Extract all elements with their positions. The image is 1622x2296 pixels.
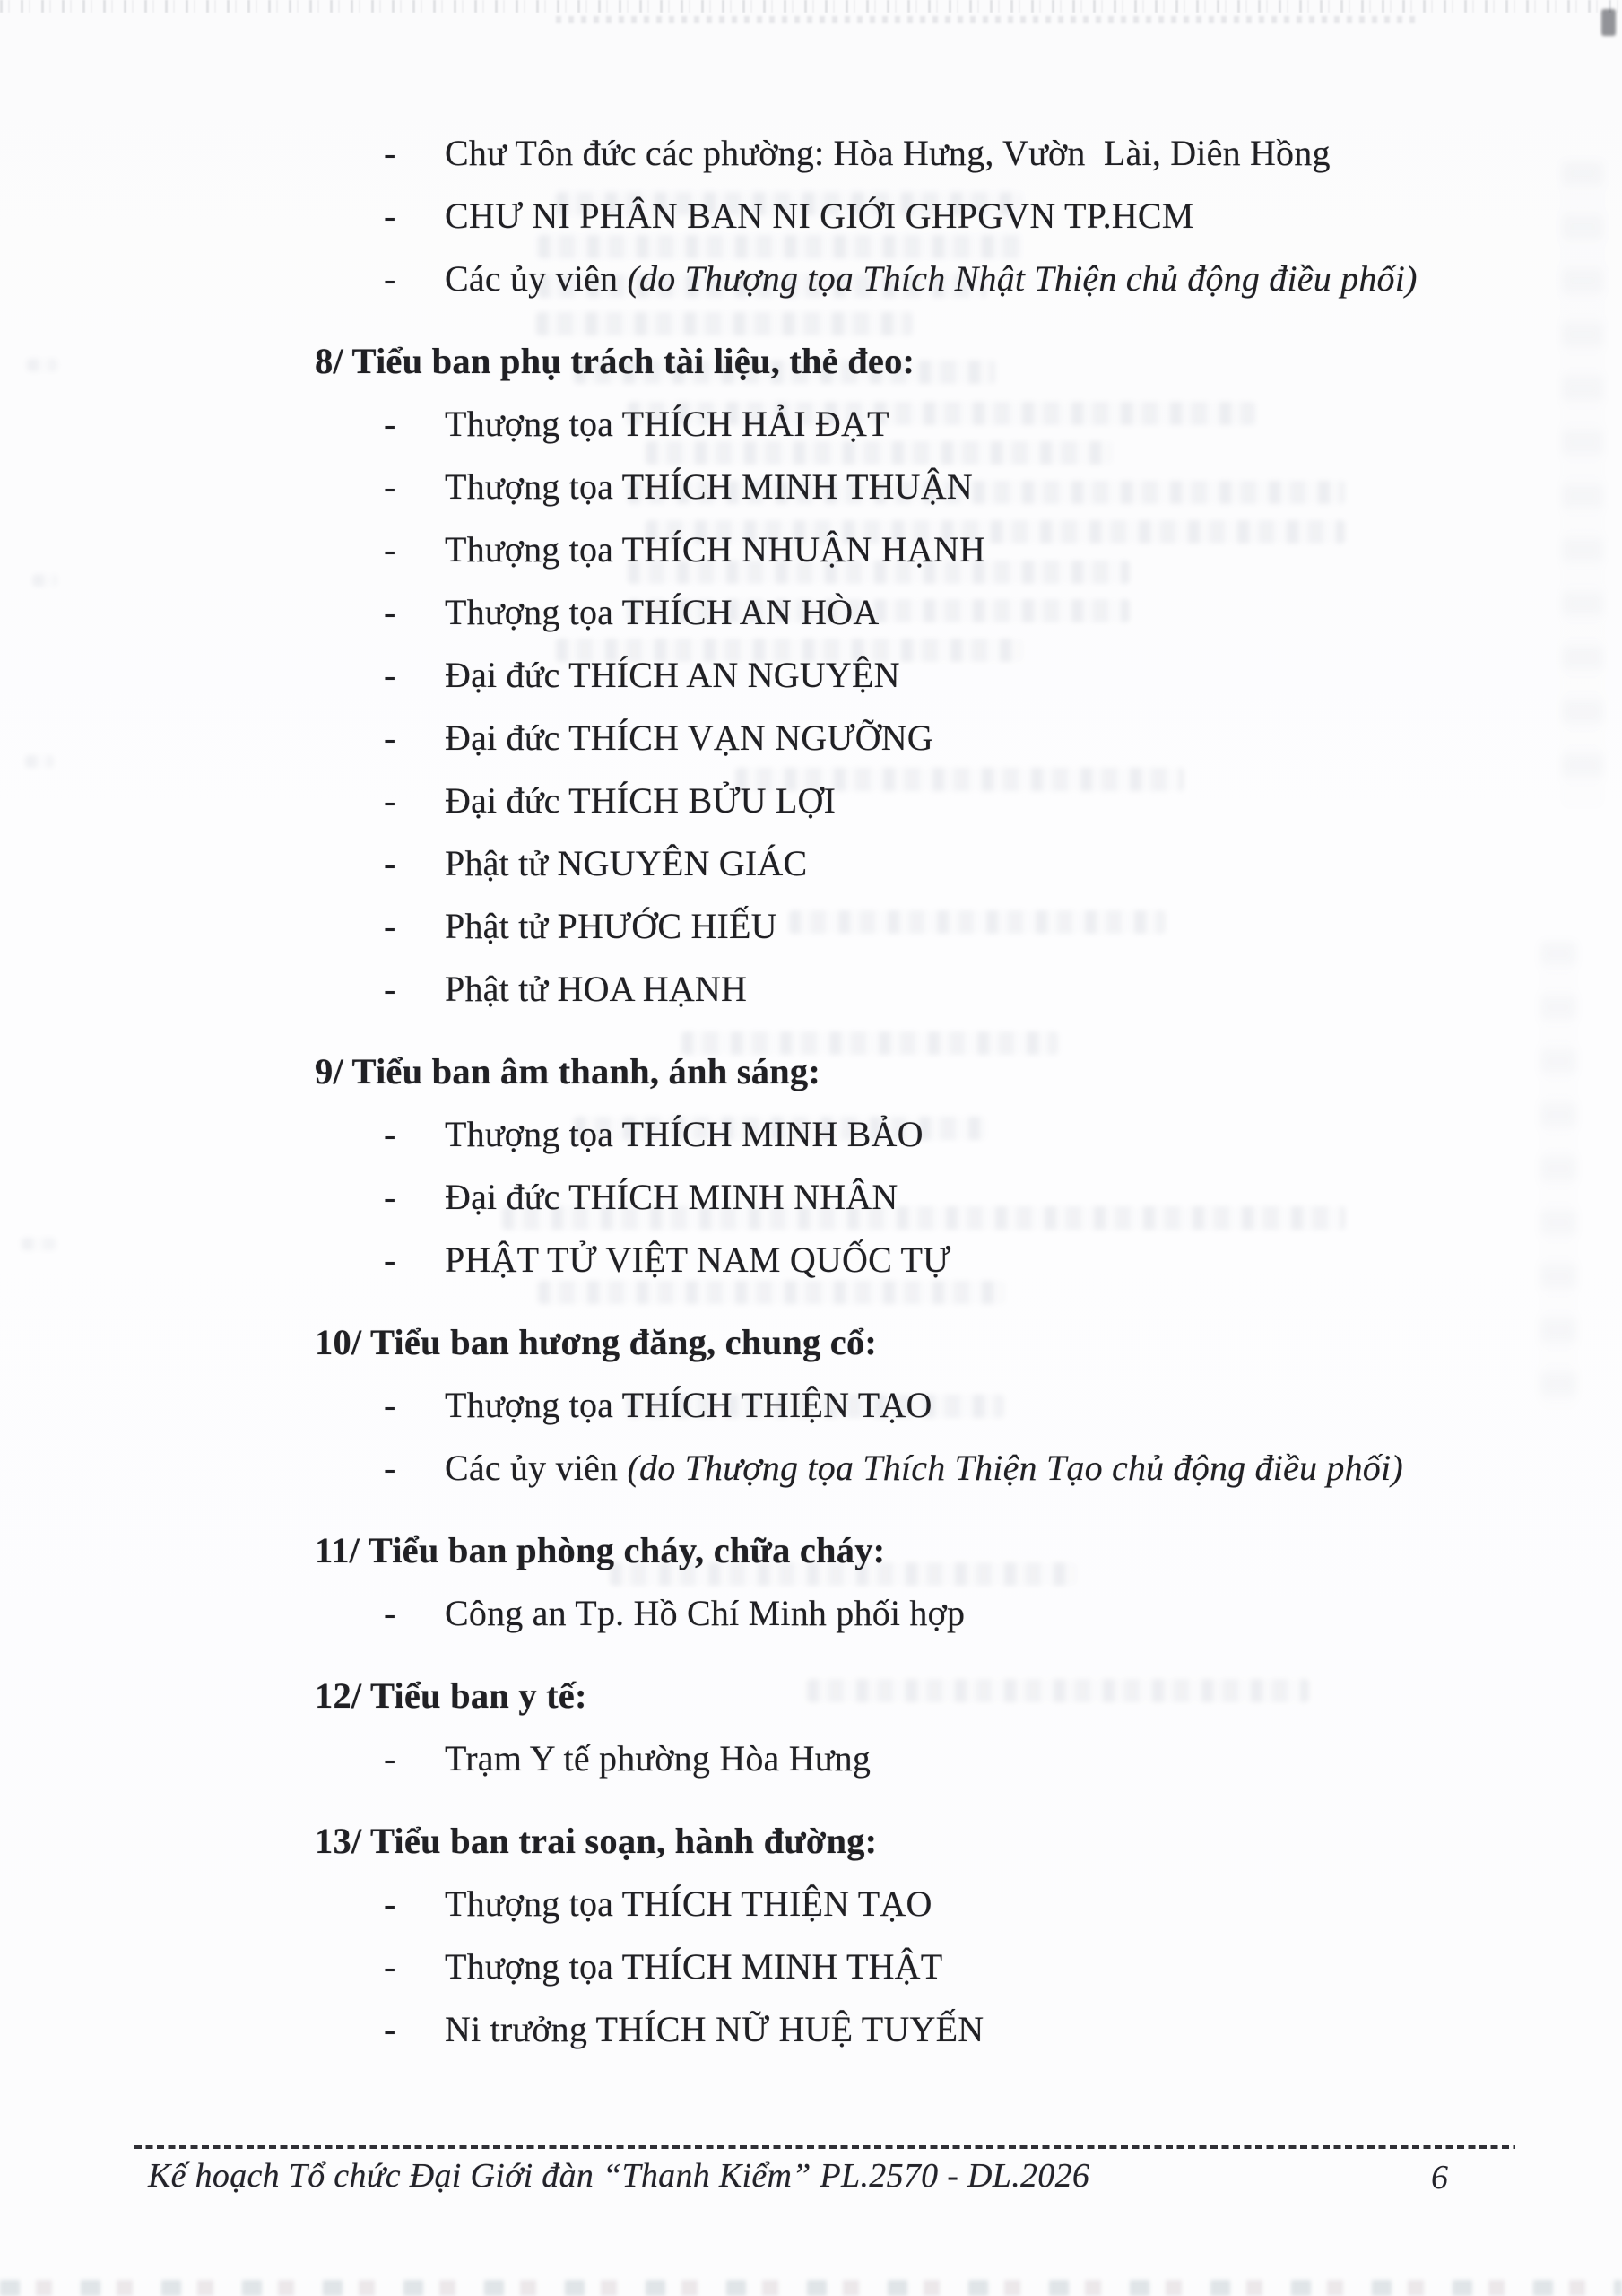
section-13: [0, 1809, 1622, 2060]
bullet-dash: -: [384, 842, 396, 883]
section-10: [0, 1310, 1622, 1499]
bullet-dash: -: [384, 1447, 396, 1488]
list-item-text: Ni trưởng THÍCH NỮ HUỆ TUYẾN: [445, 2008, 984, 2049]
section-list: [0, 1726, 1622, 1789]
list-item-text: CHƯ NI PHÂN BAN NI GIỚI GHPGVN TP.HCM: [445, 195, 1194, 236]
list-item: [0, 957, 1622, 1020]
list-item-text: Trạm Y tế phường Hòa Hưng: [445, 1737, 872, 1779]
bullet-dash: -: [384, 1883, 396, 1924]
bullet-dash: -: [384, 968, 396, 1009]
list-item: [0, 769, 1622, 831]
list-item-text: Thượng tọa THÍCH THIỆN TẠO: [445, 1384, 932, 1425]
bullet-dash: -: [384, 528, 396, 570]
list-item-text: Đại đức THÍCH VẠN NGƯỠNG: [445, 717, 933, 758]
bullet-dash: -: [384, 1176, 396, 1217]
scan-corner-mark: [1601, 9, 1616, 36]
list-item: [0, 1935, 1622, 1997]
section-11: [0, 1518, 1622, 1644]
list-item: [0, 1581, 1622, 1644]
list-item-text: Các ủy viên: [445, 257, 628, 299]
section-12: [0, 1664, 1622, 1789]
list-item: [0, 1997, 1622, 2060]
list-item-text: Thượng tọa THÍCH HẢI ĐẠT: [445, 403, 889, 444]
list-item: [0, 1726, 1622, 1789]
section-heading: 11/ Tiểu ban phòng cháy, chữa cháy:: [315, 1529, 886, 1570]
list-item: [0, 643, 1622, 706]
document-body: [0, 121, 1622, 2060]
list-item-text: Chư Tôn đức các phường: Hòa Hưng, Vườn Lài, Diên Hồng: [445, 132, 1331, 173]
list-item: [0, 831, 1622, 894]
list-item: [0, 1228, 1622, 1291]
list-item-text: Phật tử NGUYÊN GIÁC: [445, 842, 808, 883]
footer-rule: [134, 2145, 1515, 2149]
section-9: [0, 1039, 1622, 1291]
section-heading: 10/ Tiểu ban hương đăng, chung cổ:: [315, 1321, 878, 1362]
page-number: 6: [1431, 2159, 1448, 2196]
bullet-dash: -: [384, 195, 396, 236]
bullet-dash: -: [384, 1737, 396, 1779]
bullet-dash: -: [384, 905, 396, 946]
intro-list: [0, 121, 1622, 309]
list-item-text: Công an Tp. Hồ Chí Minh phối hợp: [445, 1592, 966, 1633]
bullet-dash: -: [384, 717, 396, 758]
bullet-dash: -: [384, 1384, 396, 1425]
bullet-dash: -: [384, 403, 396, 444]
scan-noise-top: [0, 0, 1622, 13]
list-item-text: Thượng tọa THÍCH NHUẬN HẠNH: [445, 528, 985, 570]
list-item-text: PHẬT TỬ VIỆT NAM QUỐC TỰ: [445, 1239, 951, 1280]
list-item-text: Đại đức THÍCH BỬU LỢI: [445, 779, 837, 821]
list-item: [0, 894, 1622, 957]
bullet-dash: -: [384, 779, 396, 821]
bullet-dash: -: [384, 591, 396, 632]
section-heading: 12/ Tiểu ban y tế:: [315, 1674, 587, 1716]
list-item: [0, 1436, 1622, 1499]
bullet-dash: -: [384, 132, 396, 173]
list-item: [0, 517, 1622, 580]
list-item: [0, 392, 1622, 455]
section-8: [0, 329, 1622, 1020]
list-item: [0, 247, 1622, 309]
list-item-text: Thượng tọa THÍCH MINH BẢO: [445, 1113, 924, 1154]
list-item: [0, 121, 1622, 184]
list-item: [0, 455, 1622, 517]
list-item-text: Đại đức THÍCH MINH NHÂN: [445, 1176, 898, 1217]
section-heading: 13/ Tiểu ban trai soạn, hành đường:: [315, 1820, 878, 1861]
bullet-dash: -: [384, 2008, 396, 2049]
section-heading: 9/ Tiểu ban âm thanh, ánh sáng:: [315, 1050, 821, 1091]
list-item-note: (do Thượng tọa Thích Nhật Thiện chủ động điều phối): [627, 257, 1418, 299]
list-item-text: Các ủy viên: [445, 1447, 628, 1488]
list-item-note: (do Thượng tọa Thích Thiện Tạo chủ động điều phối): [627, 1447, 1403, 1488]
list-item: [0, 1872, 1622, 1935]
scan-noise-top-band: [556, 16, 1417, 23]
bullet-dash: -: [384, 1592, 396, 1633]
section-list: [0, 1872, 1622, 2060]
bullet-dash: -: [384, 654, 396, 695]
list-item-text: Thượng tọa THÍCH AN HÒA: [445, 591, 880, 632]
list-item: [0, 1165, 1622, 1228]
list-item: [0, 706, 1622, 769]
bullet-dash: -: [384, 465, 396, 507]
bullet-dash: -: [384, 1113, 396, 1154]
list-item-text: Thượng tọa THÍCH MINH THẬT: [445, 1945, 943, 1987]
bullet-dash: -: [384, 1945, 396, 1987]
list-item: [0, 184, 1622, 247]
section-list: [0, 1102, 1622, 1291]
list-item-text: Đại đức THÍCH AN NGUYỆN: [445, 654, 900, 695]
list-item: [0, 580, 1622, 643]
list-item-text: Thượng tọa THÍCH THIỆN TẠO: [445, 1883, 932, 1924]
section-heading: 8/ Tiểu ban phụ trách tài liệu, thẻ đeo:: [315, 340, 915, 381]
section-list: [0, 1373, 1622, 1499]
list-item-text: Phật tử PHƯỚC HIẾU: [445, 905, 777, 946]
footer-caption: Kế hoạch Tổ chức Đại Giới đàn “Thanh Kiểm” PL.2570 - DL.2026: [148, 2157, 1090, 2195]
list-item-text: Phật tử HOA HẠNH: [445, 968, 748, 1009]
list-item: [0, 1102, 1622, 1165]
bullet-dash: -: [384, 1239, 396, 1280]
bullet-dash: -: [384, 257, 396, 299]
section-list: [0, 392, 1622, 1020]
scan-noise-bottom: [0, 2280, 1622, 2296]
list-item-text: Thượng tọa THÍCH MINH THUẬN: [445, 465, 973, 507]
list-item: [0, 1373, 1622, 1436]
section-list: [0, 1581, 1622, 1644]
